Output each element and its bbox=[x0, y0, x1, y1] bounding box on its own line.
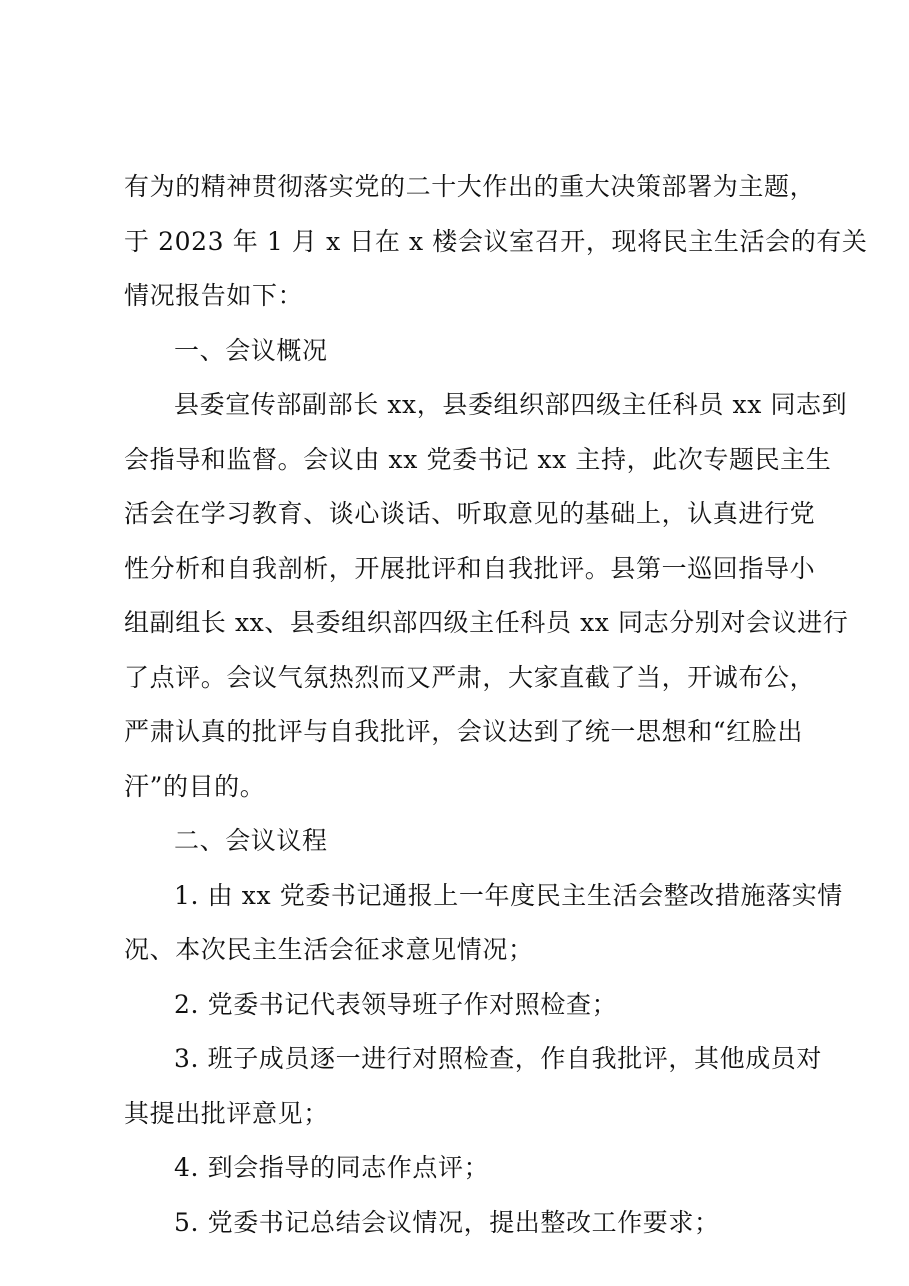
agenda-item-3-line-1: 3. 班子成员逐一进行对照检查，作自我批评，其他成员对 bbox=[174, 1044, 823, 1073]
intro-line-3: 情况报告如下： bbox=[124, 281, 304, 310]
agenda-item-3-line-2: 其提出批评意见； bbox=[124, 1098, 329, 1128]
agenda-item-2-line-1: 2. 党委书记代表领导班子作对照检查； bbox=[174, 989, 618, 1019]
section1-line-1: 县委宣传部副部长 xx，县委组织部四级主任科员 xx 同志到 bbox=[174, 390, 848, 419]
agenda-item-4-line-1: 4. 到会指导的同志作点评； bbox=[174, 1153, 490, 1182]
section1-line-3: 活会在学习教育、谈心谈话、听取意见的基础上，认真进行党 bbox=[124, 499, 816, 528]
intro-line-1: 有为的精神贯彻落实党的二十大作出的重大决策部署为主题， bbox=[124, 172, 816, 201]
agenda-item-1-line-2: 况、本次民主生活会征求意见情况； bbox=[124, 935, 534, 964]
section1-line-2: 会指导和监督。会议由 xx 党委书记 xx 主持，此次专题民主生 bbox=[124, 444, 832, 474]
section1-line-6: 了点评。会议气氛热烈而又严肃，大家直截了当，开诚布公， bbox=[124, 662, 816, 692]
section1-line-7: 严肃认真的批评与自我批评，会议达到了统一思想和“红脸出 bbox=[124, 717, 803, 746]
document-body bbox=[124, 160, 868, 1250]
section1-line-8: 汗”的目的。 bbox=[124, 771, 266, 801]
section1-line-4: 性分析和自我剖析，开展批评和自我批评。县第一巡回指导小 bbox=[124, 553, 816, 583]
section1-heading: 一、会议概况 bbox=[174, 335, 328, 365]
intro-line-2: 于 2023 年 1 月 x 日在 x 楼会议室召开，现将民主生活会的有关 bbox=[124, 226, 868, 256]
section1-line-5: 组副组长 xx、县委组织部四级主任科员 xx 同志分别对会议进行 bbox=[124, 608, 849, 637]
section2-heading: 二、会议议程 bbox=[174, 826, 328, 855]
agenda-item-1-line-1: 1. 由 xx 党委书记通报上一年度民主生活会整改措施落实情 bbox=[174, 880, 843, 910]
agenda-item-5-line-1: 5. 党委书记总结会议情况，提出整改工作要求； bbox=[174, 1207, 720, 1237]
